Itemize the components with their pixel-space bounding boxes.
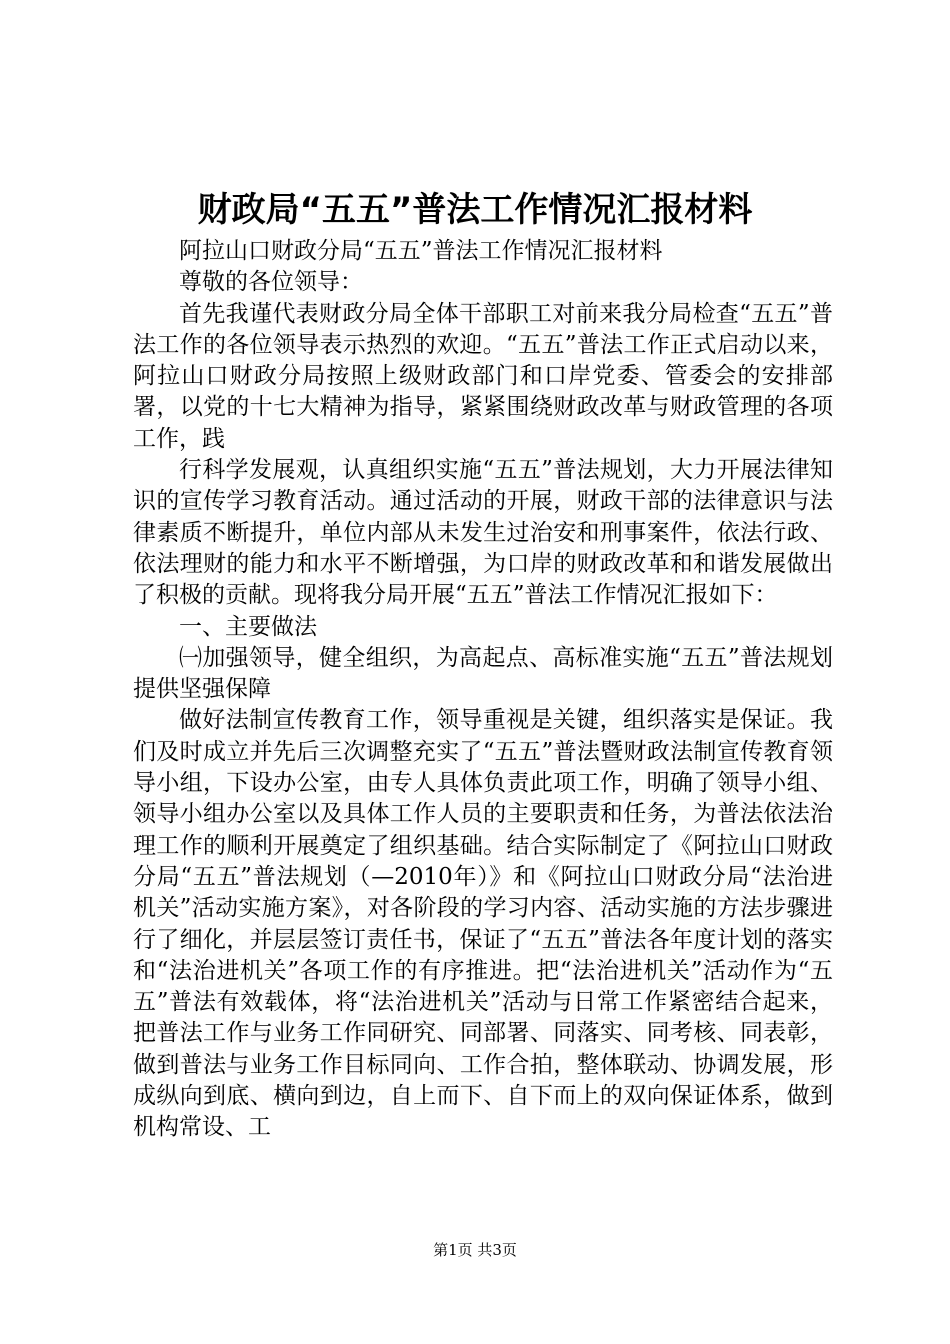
document-title: 财政局“五五”普法工作情况汇报材料	[197, 190, 753, 230]
paragraph-intro: 首先我谨代表财政分局全体干部职工对前来我分局检查“五五”普法工作的各位领导表示热烈的欢迎。“五五”普法工作正式启动以来，阿拉山口财政分局按照上级财政部门和口岸党委、管委会的安排部署，以党的十七大精神为指导，紧紧围绕财政改革与财政管理的各项工作，践	[133, 300, 833, 452]
subsection-heading: ㈠加强领导，健全组织，为高起点、高标准实施“五五”普法规划提供坚强保障	[133, 644, 833, 703]
page-footer: 第1页 共3页	[433, 1241, 517, 1259]
paragraph-salutation: 尊敬的各位领导：	[179, 269, 363, 296]
paragraph-subtitle: 阿拉山口财政分局“五五”普法工作情况汇报材料	[179, 238, 663, 264]
paragraph-detail: 做好法制宣传教育工作，领导重视是关键，组织落实是保证。我们及时成立并先后三次调整充实了“五五”普法暨财政法制宣传教育领导小组，下设办公室，由专人具体负责此项工作，明确了领导小组、领导小组办公室以及具体工作人员的主要职责和任务，为普法依法治理工作的顺利开展奠定了组织基础。结合实际制定了《阿拉山口财政分局“五五”普法规划（—2010年）》和《阿拉山口财政分局“法治进机关”活动实施方案》，对各阶段的学习内容、活动实施的方法步骤进行了细化，并层层签订责任书，保证了“五五”普法各年度计划的落实和“法治进机关”各项工作的有序推进。把“法治进机关”活动作为“五五”普法有效载体，将“法治进机关”活动与日常工作紧密结合起来，把普法工作与业务工作同研究、同部署、同落实、同考核、同表彰，做到普法与业务工作目标同向、工作合拍，整体联动、协调发展，形成纵向到底、横向到边，自上而下、自下而上的双向保证体系，做到机构常设、工	[133, 707, 833, 1141]
document-body	[133, 236, 833, 1144]
section-heading: 一、主要做法	[179, 613, 317, 640]
paragraph-overview: 行科学发展观，认真组织实施“五五”普法规划，大力开展法律知识的宣传学习教育活动。通过活动的开展，财政干部的法律意识与法律素质不断提升，单位内部从未发生过治安和刑事案件，依法行政、依法理财的能力和水平不断增强，为口岸的财政改革和和谐发展做出了积极的贡献。现将我分局开展“五五”普法工作情况汇报如下：	[133, 457, 833, 609]
